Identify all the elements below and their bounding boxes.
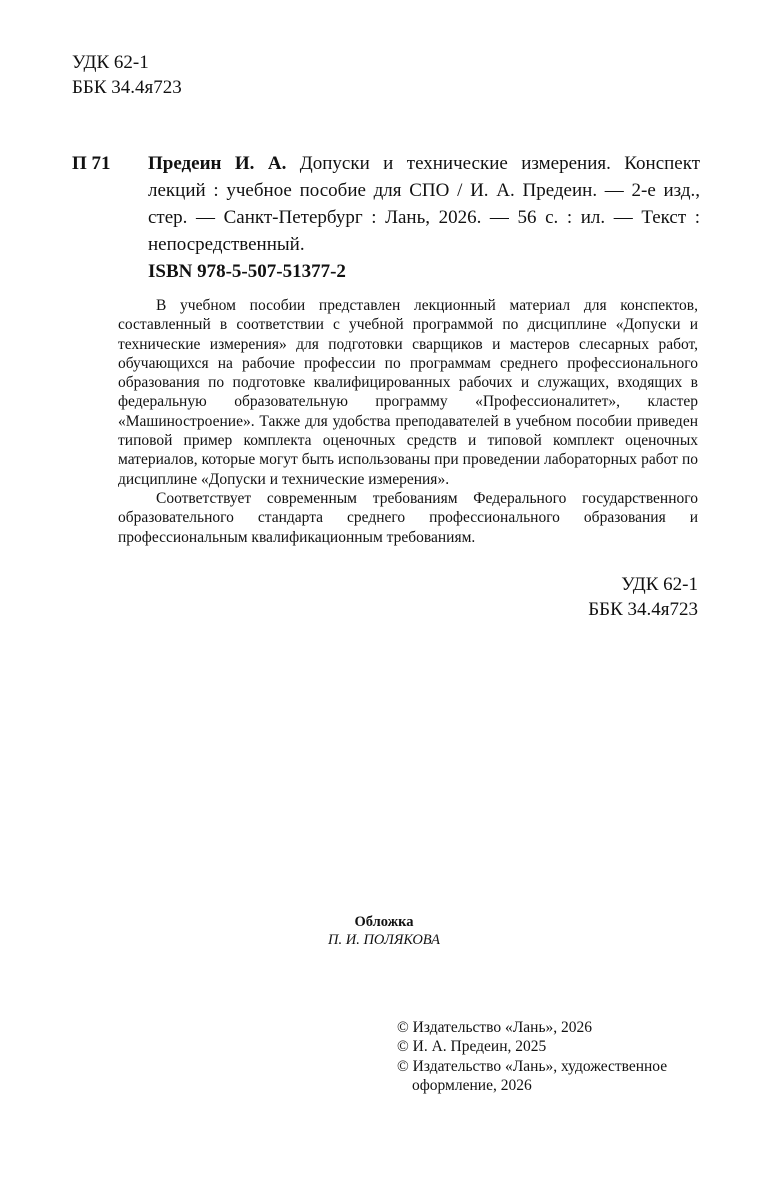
annotation — [118, 296, 698, 547]
copyright-line: оформление, 2026 — [412, 1076, 532, 1094]
classification-footer — [588, 572, 698, 622]
copyright-line: © И. А. Предеин, 2025 — [397, 1038, 547, 1056]
classification-header — [72, 50, 182, 100]
annotation-paragraph: В учебном пособии представлен лекционный материал для конспектов, составленный в соответствии с учебной программой по дисциплине «Допуски и технические измерения» для подготовки сварщиков и мастеров слесарных работ, обучающихся на рабочие профессии по программам среднего профессионального образования по подготовке квалифицированных рабочих и служащих, входящих в федеральную образовательную программу «Профессионалитет», кластер «Машиностроение». Также для удобства преподавателей в учебном пособии приведен типовой пример комплекта оценочных средств и типовой комплект оценочных материалов, которые могут быть использованы при проведении лабораторных работ по дисциплине «Допуски и технические измерения». — [118, 297, 698, 488]
entry-author: Предеин И. А. — [148, 153, 287, 174]
entry-description: Допуски и технические измерения. Конспект лекций : учебное пособие для СПО / И. А. Предеин. — 2-е изд., стер. — Санкт-Петербург : Лань, 2026. — 56 с. : ил. — Текст : непосредственный. — [148, 153, 701, 255]
copyright-line: © Издательство «Лань», 2026 — [397, 1019, 593, 1036]
bibliographic-entry — [148, 150, 700, 258]
bbk-code: ББК 34.4я723 — [588, 599, 698, 620]
cover-label: Обложка — [354, 914, 414, 930]
cover-designer: П. И. ПОЛЯКОВА — [328, 932, 440, 948]
cover-credit — [284, 913, 484, 949]
udk-code: УДК 62-1 — [621, 574, 698, 595]
isbn: ISBN 978-5-507-51377-2 — [148, 261, 346, 282]
copyright-line: © Издательство «Лань», художественное — [397, 1057, 668, 1075]
bbk-code: ББК 34.4я723 — [72, 77, 182, 98]
annotation-paragraph: Соответствует современным требованиям Федерального государственного образовательного стандарта среднего профессионального образования и профессиональным квалификационным требованиям. — [118, 489, 698, 546]
udk-code: УДК 62-1 — [72, 52, 149, 73]
author-mark: П 71 — [72, 153, 111, 174]
copyright-block — [397, 1018, 707, 1095]
